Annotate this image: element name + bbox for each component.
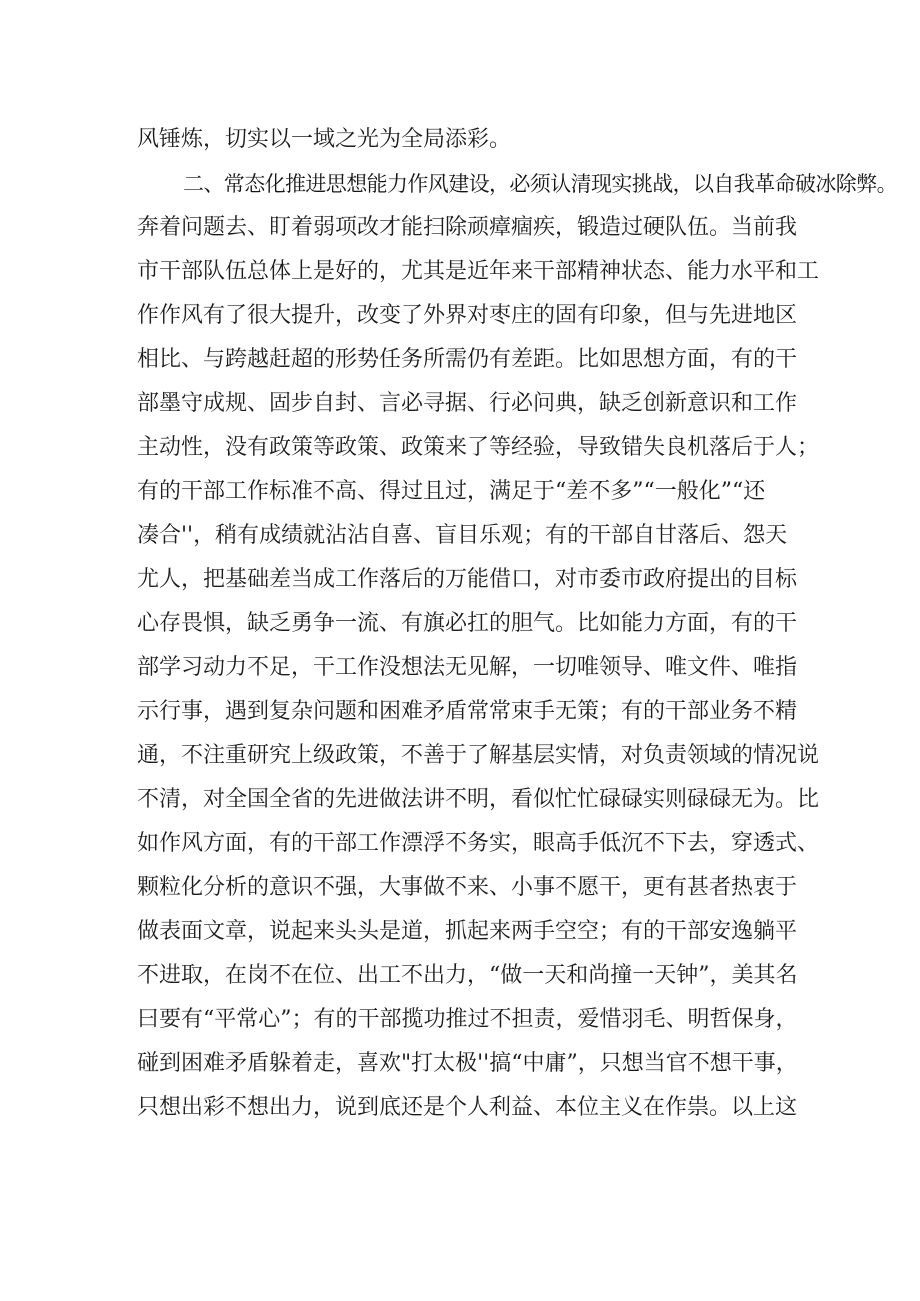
text-line: 只想出彩不想出力，说到底还是个人利益、本位主义在作祟。以上这 [137,1095,798,1120]
text-line: 颗粒化分析的意识不强，大事做不来、小事不愿干，更有甚者热衷于 [137,875,798,900]
text-line: 奔着问题去、盯着弱项改才能扫除顽瘴痼疾，锻造过硬队伍。当前我 [137,215,798,240]
text-line: 有的干部工作标准不高、得过且过，满足于“差不多”“一般化”“还 [137,479,766,504]
text-line: 不清，对全国全省的先进做法讲不明，看似忙忙碌碌实则碌碌无为。比 [137,787,820,812]
text-line: 示行事，遇到复杂问题和困难矛盾常常束手无策；有的干部业务不精 [137,699,798,724]
text-line: 尤人，把基础差当成工作落后的万能借口，对市委市政府提出的目标 [137,567,798,592]
text-line: 部墨守成规、固步自封、言必寻据、行必问典，缺乏创新意识和工作 [137,391,798,416]
text-line: 作作风有了很大提升，改变了外界对枣庄的固有印象，但与先进地区 [137,303,798,328]
text-line: 风锤炼，切实以一域之光为全局添彩。 [137,127,512,152]
text-line: 碰到困难矛盾躲着走，喜欢"打太极''搞“中庸”，只想当官不想干事， [137,1051,798,1076]
text-line: 凑合''，稍有成绩就沾沾自喜、盲目乐观；有的干部自甘落后、怨天 [137,523,788,548]
text-line: 部学习动力不足，干工作没想法无见解，一切唯领导、唯文件、唯指 [137,655,798,680]
text-line: 不进取，在岗不在位、出工不出力，“做一天和尚撞一天钟”，美其名 [137,963,798,988]
text-line: 曰要有“平常心”；有的干部揽功推过不担责，爱惜羽毛、明哲保身， [137,1007,798,1032]
text-line: 做表面文章，说起来头头是道，抓起来两手空空；有的干部安逸躺平 [137,919,798,944]
text-line: 主动性，没有政策等政策、政策来了等经验，导致错失良机落后于人； [137,435,820,460]
text-line: 如作风方面，有的干部工作漂浮不务实，眼高手低沉不下去，穿透式、 [137,831,820,856]
text-line: 心存畏惧，缺乏勇争一流、有旗必扛的胆气。比如能力方面，有的干 [137,611,798,636]
text-line: 相比、与跨越赶超的形势任务所需仍有差距。比如思想方面，有的干 [137,347,798,372]
text-line: 市干部队伍总体上是好的，尤其是近年来干部精神状态、能力水平和工 [137,259,820,284]
text-line: 通，不注重研究上级政策，不善于了解基层实情，对负责领域的情况说 [137,743,820,768]
section-heading: 二、常态化推进思想能力作风建设，必须认清现实挑战，以自我革命破冰除弊。 [183,172,897,196]
